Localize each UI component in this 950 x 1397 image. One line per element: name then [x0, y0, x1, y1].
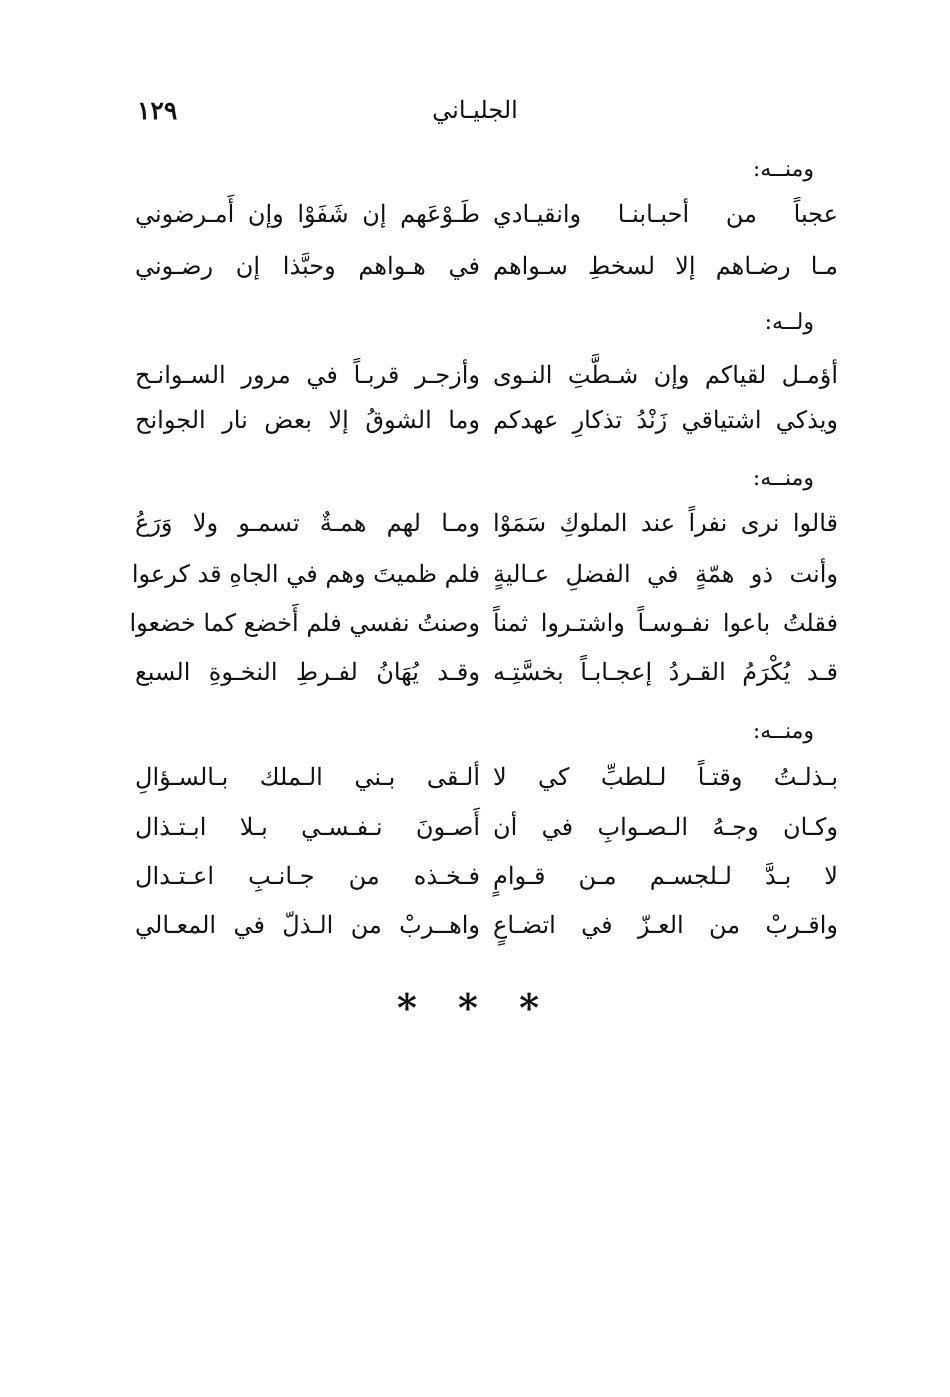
verse-line	[135, 353, 838, 397]
verse-line	[135, 501, 838, 545]
page-number: ١٢٩	[137, 96, 178, 125]
poem-intro: ومنــه:	[752, 466, 814, 491]
second-hemistich: ومـا لهم همـةٌ تسمـو ولا وَرَعُ	[135, 509, 480, 537]
verse-line	[135, 244, 838, 288]
first-hemistich: لا بـدَّ لـلجسـم مـن قـوامٍ	[493, 862, 838, 890]
poem-intro: ومنــه:	[752, 157, 814, 182]
first-hemistich: ويذكي اشتياقي زَنْدُ تذكارِ عهدكم	[493, 406, 838, 434]
verse-line	[135, 854, 838, 898]
first-hemistich: مـا رضـاهم إلا لسخطِ سـواهم	[493, 252, 838, 280]
second-hemistich: في هـواهم وحبَّذا إن رضـوني	[135, 252, 480, 280]
first-hemistich: قالوا نرى نفراً عند الملوكِ سَمَوْا	[493, 509, 838, 537]
verse-line	[131, 552, 838, 596]
poem-intro: ومنــه:	[752, 719, 814, 744]
second-hemistich: وأزجـر قربـاً في مرور السـوانـح	[135, 361, 480, 389]
verse-line	[135, 398, 838, 442]
first-hemistich: واقـربْ من العـزّ في اتضـاعٍ	[493, 911, 838, 939]
verse-line	[135, 903, 838, 947]
first-hemistich: وكـان وجـهُ الـصـوابِ في أن	[493, 813, 838, 841]
verse-line	[129, 601, 838, 645]
first-hemistich: أؤمـل لقياكم وإن شـطَّتِ النـوى	[493, 361, 838, 389]
first-hemistich: بـذلـتُ وقتـاً لـلطبِّ كي لا	[493, 763, 838, 791]
second-hemistich: واهــربْ من الـذلّ في المعـالي	[135, 911, 480, 939]
first-hemistich: فقلتُ باعوا نفـوسـاً واشتـروا ثمناً	[493, 609, 838, 637]
first-hemistich: عجباً من أحبـابنـا وانقيـادي	[493, 200, 838, 228]
first-hemistich: وأنت ذو همّةٍ في الفضلِ عـاليةٍ	[493, 560, 838, 588]
second-hemistich: وقـد يُهَانُ لفـرطِ النخـوةِ السبع	[135, 658, 480, 686]
second-hemistich: وما الشوقُ إلا بعض نار الجوانح	[135, 406, 480, 434]
section-end-asterisks: * * *	[396, 985, 554, 1030]
second-hemistich: وصنتُ نفسي فلم أَخضع كما خضعوا	[129, 609, 480, 637]
second-hemistich: ألـقى بـني الـملك بـالسـؤالِ	[135, 763, 480, 791]
second-hemistich: أَصـونَ نـفـسـي بـلا ابـتـذال	[135, 813, 480, 841]
running-title: الجليـاني	[432, 96, 518, 124]
second-hemistich: طَـوْعَهم إن شَفَوْا وإن أَمـرضوني	[135, 200, 480, 228]
second-hemistich: فلم ظميتَ وهم في الجاهِ قد كرعوا	[131, 560, 480, 588]
verse-line	[135, 805, 838, 849]
first-hemistich: قـد يُكْرَمُ القـردُ إعجـابـاً بخسَّتِـه	[493, 658, 838, 686]
verse-line	[135, 192, 838, 236]
second-hemistich: فـخـذه من جـانـبِ اعـتـدال	[135, 862, 480, 890]
verse-line	[135, 755, 838, 799]
poem-intro: ولــه:	[764, 310, 814, 335]
verse-line	[135, 650, 838, 694]
